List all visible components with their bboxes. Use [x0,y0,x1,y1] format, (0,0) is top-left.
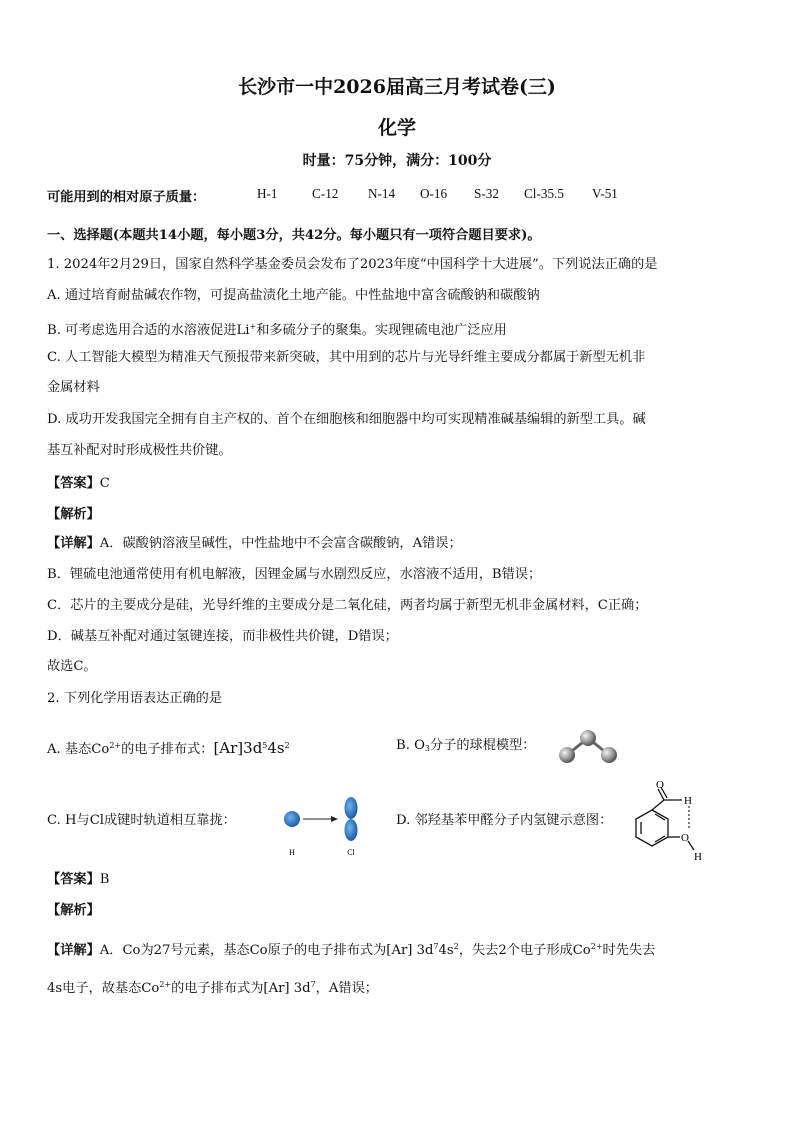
hydroxyl-oxygen: O [681,832,689,844]
ozone-ball-stick-model [555,727,621,767]
atomic-mass-o: O-16 [420,186,448,201]
q1-analysis-tag: 【解析】 [47,507,100,522]
q2-answer: 【答案】B [47,872,110,887]
orbital-overlap-diagram [280,794,370,864]
atomic-mass-s: S-32 [474,186,499,201]
cl-label: Cl [347,848,355,857]
atomic-mass-c: C-12 [312,186,339,201]
q2-option-b: B. $O_3$分子的球棍模型： [396,738,536,753]
oxygen-ball [601,747,617,763]
cl-p-orbital-lobe [345,797,358,819]
exam-title: 长沙市一中2026届高三月考试卷(三) [238,76,556,98]
q1-detail-c: C．芯片的主要成分是硅，光导纤维的主要成分是二氧化硅，两者均属于新型无机非金属材料，C正确； [47,598,648,613]
atomic-mass-n: N-14 [368,186,396,201]
q1-option-c-line1: C. 人工智能大模型为精准天气预报带来新突破，其中用到的芯片与光导纤维主要成分都属于新型无机非 [47,350,646,365]
time-score: 时量：75分钟，满分：100分 [302,153,492,169]
subject-title: 化学 [377,117,416,139]
q2-detail-a-line2: 4s电子，故基态$Co^{2+}$的电子排布式为[Ar] $3d^7$，A错误； [47,980,378,996]
q2-option-c: C. H与Cl成键时轨道相互靠拢： [47,813,236,828]
q2-option-d: D. 邻羟基苯甲醛分子内氢键示意图： [396,813,613,828]
q1-answer: 【答案】C [47,476,110,491]
q1-detail-d: D．碱基互补配对通过氢键连接，而非极性共价键，D错误； [47,629,398,644]
q2-stem: 2. 下列化学用语表达正确的是 [47,691,223,706]
intramolecular-hbond-diagram [624,780,714,862]
section-heading: 一、选择题(本题共14小题，每小题3分，共42分。每小题只有一项符合题目要求)。 [47,228,541,243]
atomic-mass-label: 可能用到的相对原子质量： [47,190,206,205]
q1-option-a: A. 通过培育耐盐碱农作物，可提高盐渍化土地产能。中性盐地中富含硫酸钠和碳酸钠 [47,288,540,303]
q2-detail-a-line1: 【详解】A．Co为27号元素，基态Co原子的电子排布式为[Ar] $3d^74s^2$，失去2个电子形成$Co^{2+}$时先失去 [47,942,656,958]
q2-analysis-tag: 【解析】 [47,903,100,918]
q1-detail-b: B．锂硫电池通常使用有机电解液，因锂金属与水剧烈反应，水溶液不适用，B错误； [47,567,542,582]
h-label: H [289,848,295,857]
q1-option-b: B. 可考虑选用合适的水溶液促进Li+和多硫分子的聚集。实现锂硫电池广泛应用 [47,322,507,338]
hydroxyl-hydrogen: H [694,851,702,863]
oxygen-ball [559,747,575,763]
atomic-mass-h: H-1 [257,186,278,201]
q1-stem: 1. 2024年2月29日，国家自然科学基金委员会发布了2023年度“中国科学十大进展”。下列说法正确的是 [47,257,658,272]
atomic-mass-cl: Cl-35.5 [524,186,564,201]
q2-option-a: A. 基态$Co^{2+}$的电子排布式：$[Ar]3d^54s^2$ [47,739,290,757]
aldehyde-hydrogen: H [684,795,692,807]
carbonyl-oxygen: O [656,779,664,791]
q1-option-d-line1: D. 成功开发我国完全拥有自主产权的、首个在细胞核和细胞器中均可实现精准碱基编辑的新型工具。碱 [47,412,646,427]
q1-detail-a: 【详解】A．碳酸钠溶液呈碱性，中性盐地中不会富含碳酸钠，A错误； [47,536,462,551]
q1-conclusion: 故选C。 [47,659,97,674]
oxygen-ball [580,730,596,746]
h-s-orbital [284,811,300,827]
q1-option-c-line2: 金属材料 [47,380,100,395]
cl-p-orbital-lobe [345,819,358,841]
atomic-mass-v: V-51 [592,186,618,201]
q1-option-d-line2: 基互补配对时形成极性共价键。 [47,443,232,458]
